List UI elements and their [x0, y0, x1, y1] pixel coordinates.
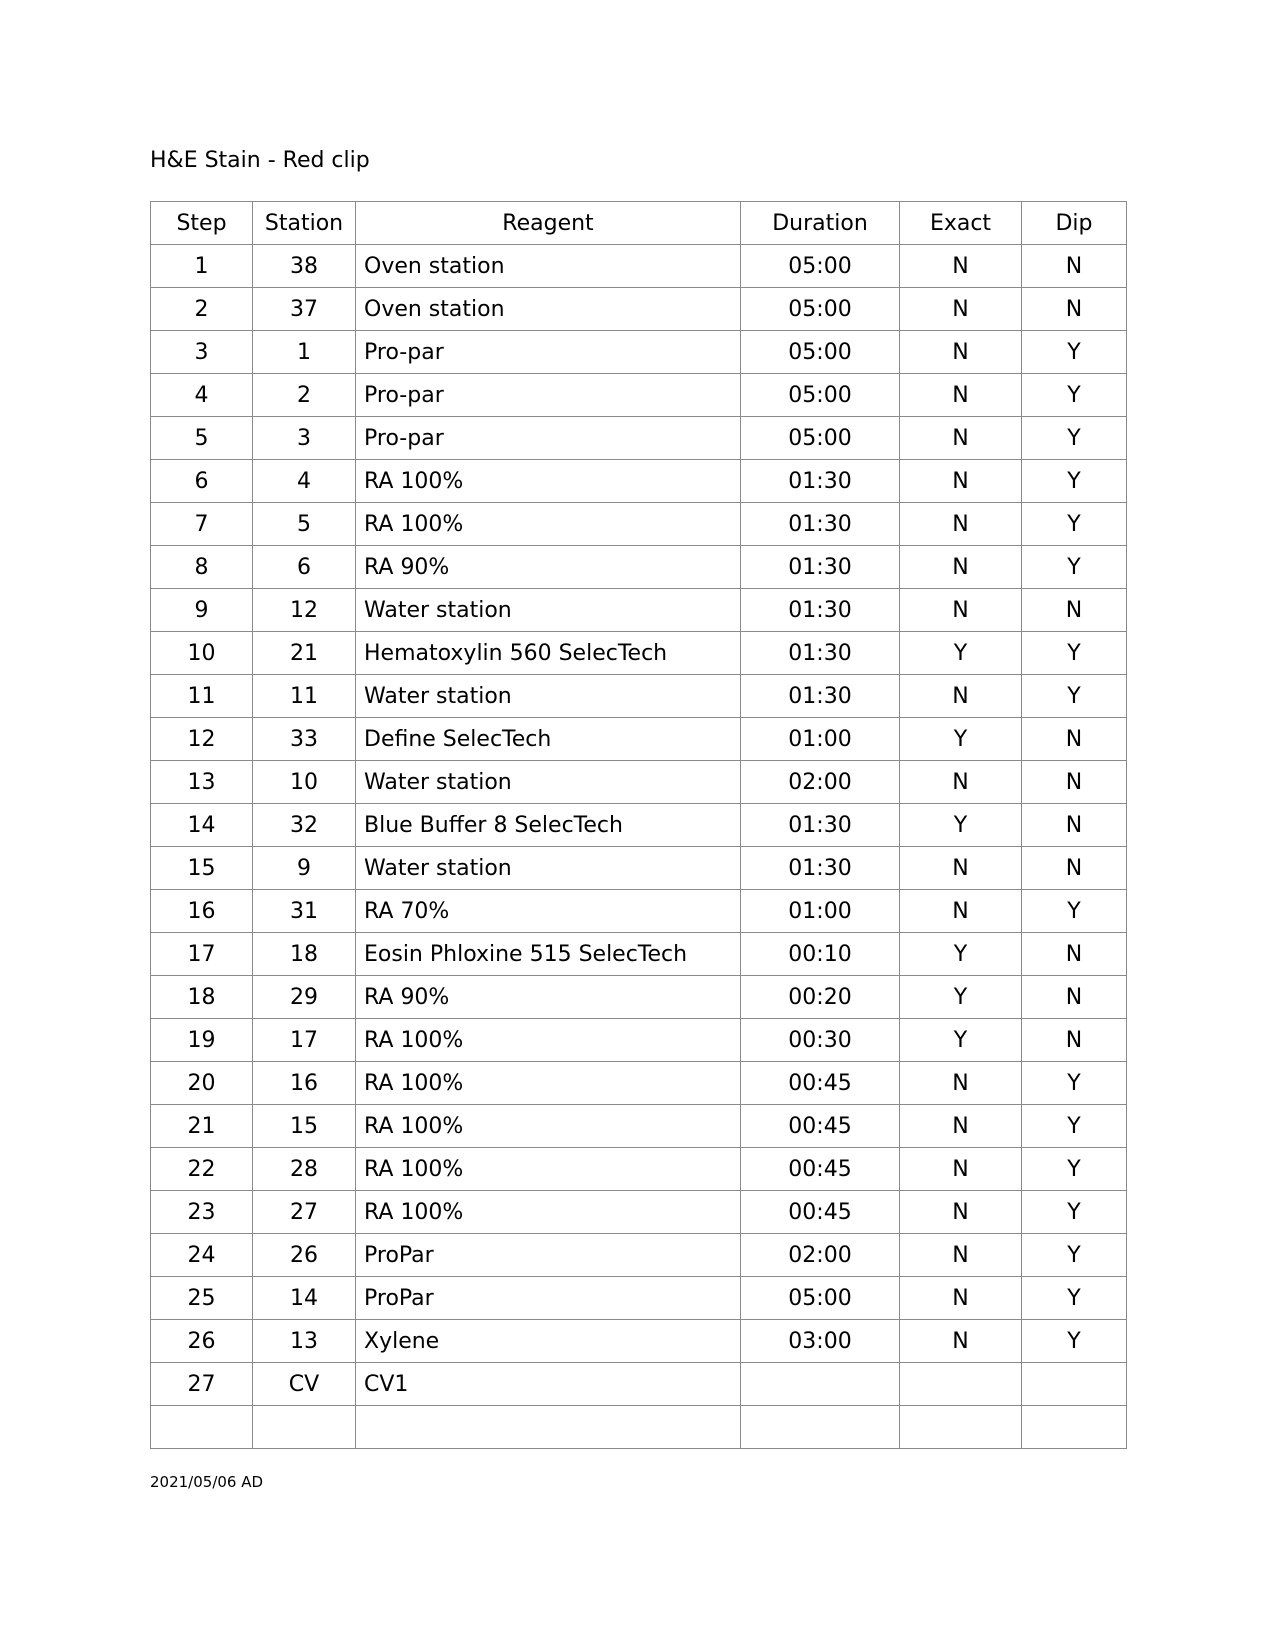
column-header-step: Step	[151, 202, 253, 245]
dip-cell: N	[1022, 976, 1127, 1019]
step-cell: 12	[151, 718, 253, 761]
exact-cell: N	[900, 589, 1022, 632]
exact-cell: Y	[900, 1019, 1022, 1062]
stain-protocol-table	[150, 201, 1127, 1449]
duration-cell: 01:00	[741, 718, 900, 761]
step-cell: 17	[151, 933, 253, 976]
reagent-cell: RA 100%	[356, 1105, 741, 1148]
station-cell: 33	[253, 718, 356, 761]
exact-cell: N	[900, 1277, 1022, 1320]
reagent-cell: Oven station	[356, 288, 741, 331]
station-cell: 11	[253, 675, 356, 718]
exact-cell: N	[900, 890, 1022, 933]
station-cell	[253, 1406, 356, 1449]
table-row	[151, 1191, 1127, 1234]
dip-cell: N	[1022, 288, 1127, 331]
duration-cell: 01:30	[741, 589, 900, 632]
station-cell: 3	[253, 417, 356, 460]
station-cell: 21	[253, 632, 356, 675]
station-cell: 6	[253, 546, 356, 589]
step-cell: 10	[151, 632, 253, 675]
station-cell: 2	[253, 374, 356, 417]
exact-cell: N	[900, 1062, 1022, 1105]
step-cell	[151, 1406, 253, 1449]
dip-cell: Y	[1022, 460, 1127, 503]
duration-cell: 00:45	[741, 1105, 900, 1148]
table-row	[151, 288, 1127, 331]
duration-cell: 05:00	[741, 288, 900, 331]
exact-cell	[900, 1363, 1022, 1406]
dip-cell: Y	[1022, 1191, 1127, 1234]
dip-cell: Y	[1022, 331, 1127, 374]
step-cell: 5	[151, 417, 253, 460]
reagent-cell: Oven station	[356, 245, 741, 288]
table-row	[151, 675, 1127, 718]
reagent-cell: Pro-par	[356, 417, 741, 460]
table-row	[151, 374, 1127, 417]
duration-cell: 03:00	[741, 1320, 900, 1363]
step-cell: 25	[151, 1277, 253, 1320]
dip-cell: Y	[1022, 1277, 1127, 1320]
exact-cell: Y	[900, 804, 1022, 847]
table-row	[151, 804, 1127, 847]
duration-cell: 05:00	[741, 331, 900, 374]
station-cell: 5	[253, 503, 356, 546]
duration-cell: 00:45	[741, 1148, 900, 1191]
step-cell: 23	[151, 1191, 253, 1234]
dip-cell: Y	[1022, 675, 1127, 718]
reagent-cell: Hematoxylin 560 SelecTech	[356, 632, 741, 675]
table-row	[151, 1277, 1127, 1320]
step-cell: 20	[151, 1062, 253, 1105]
step-cell: 16	[151, 890, 253, 933]
duration-cell: 00:45	[741, 1062, 900, 1105]
exact-cell: N	[900, 460, 1022, 503]
station-cell: 18	[253, 933, 356, 976]
duration-cell: 05:00	[741, 374, 900, 417]
step-cell: 3	[151, 331, 253, 374]
step-cell: 8	[151, 546, 253, 589]
exact-cell: N	[900, 331, 1022, 374]
step-cell: 21	[151, 1105, 253, 1148]
exact-cell: N	[900, 503, 1022, 546]
column-header-exact: Exact	[900, 202, 1022, 245]
table-row	[151, 417, 1127, 460]
reagent-cell: Define SelecTech	[356, 718, 741, 761]
dip-cell: Y	[1022, 417, 1127, 460]
duration-cell: 01:30	[741, 632, 900, 675]
table-body	[151, 245, 1127, 1449]
duration-cell: 02:00	[741, 761, 900, 804]
exact-cell: N	[900, 1105, 1022, 1148]
step-cell: 11	[151, 675, 253, 718]
duration-cell: 00:45	[741, 1191, 900, 1234]
step-cell: 18	[151, 976, 253, 1019]
reagent-cell: CV1	[356, 1363, 741, 1406]
station-cell: 31	[253, 890, 356, 933]
station-cell: 13	[253, 1320, 356, 1363]
table-row	[151, 933, 1127, 976]
step-cell: 14	[151, 804, 253, 847]
table-row	[151, 1105, 1127, 1148]
exact-cell: N	[900, 761, 1022, 804]
duration-cell	[741, 1363, 900, 1406]
station-cell: 38	[253, 245, 356, 288]
table-row	[151, 589, 1127, 632]
reagent-cell: Water station	[356, 589, 741, 632]
dip-cell: N	[1022, 761, 1127, 804]
duration-cell: 01:30	[741, 503, 900, 546]
table-row	[151, 847, 1127, 890]
table-row	[151, 1234, 1127, 1277]
column-header-reagent: Reagent	[356, 202, 741, 245]
exact-cell: N	[900, 675, 1022, 718]
dip-cell: Y	[1022, 1105, 1127, 1148]
exact-cell: N	[900, 245, 1022, 288]
table-row	[151, 1406, 1127, 1449]
reagent-cell: Xylene	[356, 1320, 741, 1363]
table-row	[151, 761, 1127, 804]
column-header-station: Station	[253, 202, 356, 245]
table-row	[151, 331, 1127, 374]
duration-cell: 01:30	[741, 847, 900, 890]
step-cell: 15	[151, 847, 253, 890]
station-cell: 1	[253, 331, 356, 374]
step-cell: 24	[151, 1234, 253, 1277]
table-row	[151, 1148, 1127, 1191]
exact-cell: N	[900, 1148, 1022, 1191]
station-cell: 37	[253, 288, 356, 331]
station-cell: 10	[253, 761, 356, 804]
station-cell: 14	[253, 1277, 356, 1320]
dip-cell: N	[1022, 847, 1127, 890]
dip-cell: N	[1022, 804, 1127, 847]
reagent-cell: Water station	[356, 761, 741, 804]
station-cell: 27	[253, 1191, 356, 1234]
table-header-row	[151, 202, 1127, 245]
exact-cell: Y	[900, 632, 1022, 675]
station-cell: 29	[253, 976, 356, 1019]
reagent-cell: ProPar	[356, 1234, 741, 1277]
step-cell: 19	[151, 1019, 253, 1062]
dip-cell: Y	[1022, 890, 1127, 933]
step-cell: 7	[151, 503, 253, 546]
dip-cell: Y	[1022, 1234, 1127, 1277]
step-cell: 9	[151, 589, 253, 632]
dip-cell: Y	[1022, 503, 1127, 546]
reagent-cell: RA 100%	[356, 460, 741, 503]
reagent-cell: ProPar	[356, 1277, 741, 1320]
reagent-cell: RA 100%	[356, 1148, 741, 1191]
step-cell: 13	[151, 761, 253, 804]
exact-cell: N	[900, 1191, 1022, 1234]
duration-cell: 00:20	[741, 976, 900, 1019]
table-row	[151, 460, 1127, 503]
duration-cell: 05:00	[741, 245, 900, 288]
reagent-cell: Eosin Phloxine 515 SelecTech	[356, 933, 741, 976]
reagent-cell: RA 100%	[356, 1062, 741, 1105]
duration-cell: 05:00	[741, 1277, 900, 1320]
reagent-cell: Pro-par	[356, 331, 741, 374]
reagent-cell	[356, 1406, 741, 1449]
reagent-cell: RA 100%	[356, 503, 741, 546]
station-cell: 12	[253, 589, 356, 632]
column-header-duration: Duration	[741, 202, 900, 245]
table-row	[151, 632, 1127, 675]
exact-cell	[900, 1406, 1022, 1449]
duration-cell: 01:30	[741, 675, 900, 718]
reagent-cell: RA 70%	[356, 890, 741, 933]
station-cell: 26	[253, 1234, 356, 1277]
step-cell: 2	[151, 288, 253, 331]
document-title: H&E Stain - Red clip	[150, 148, 370, 173]
exact-cell: N	[900, 1320, 1022, 1363]
reagent-cell: RA 100%	[356, 1191, 741, 1234]
duration-cell: 05:00	[741, 417, 900, 460]
exact-cell: N	[900, 417, 1022, 460]
duration-cell: 01:00	[741, 890, 900, 933]
step-cell: 26	[151, 1320, 253, 1363]
table-row	[151, 890, 1127, 933]
dip-cell: Y	[1022, 1148, 1127, 1191]
dip-cell: N	[1022, 933, 1127, 976]
table-row	[151, 1363, 1127, 1406]
station-cell: 9	[253, 847, 356, 890]
dip-cell: Y	[1022, 546, 1127, 589]
duration-cell: 01:30	[741, 804, 900, 847]
duration-cell: 01:30	[741, 460, 900, 503]
dip-cell: N	[1022, 718, 1127, 761]
reagent-cell: RA 90%	[356, 976, 741, 1019]
table-row	[151, 1062, 1127, 1105]
duration-cell: 01:30	[741, 546, 900, 589]
footer-date-note: 2021/05/06 AD	[150, 1473, 264, 1491]
station-cell: 4	[253, 460, 356, 503]
station-cell: CV	[253, 1363, 356, 1406]
dip-cell: Y	[1022, 1062, 1127, 1105]
step-cell: 27	[151, 1363, 253, 1406]
dip-cell	[1022, 1363, 1127, 1406]
reagent-cell: RA 90%	[356, 546, 741, 589]
table-row	[151, 718, 1127, 761]
dip-cell: Y	[1022, 632, 1127, 675]
reagent-cell: Water station	[356, 847, 741, 890]
exact-cell: N	[900, 847, 1022, 890]
exact-cell: N	[900, 1234, 1022, 1277]
duration-cell: 02:00	[741, 1234, 900, 1277]
dip-cell: Y	[1022, 374, 1127, 417]
reagent-cell: Blue Buffer 8 SelecTech	[356, 804, 741, 847]
dip-cell: N	[1022, 589, 1127, 632]
table-row	[151, 503, 1127, 546]
table-row	[151, 546, 1127, 589]
table-row	[151, 245, 1127, 288]
duration-cell: 00:30	[741, 1019, 900, 1062]
step-cell: 1	[151, 245, 253, 288]
column-header-dip: Dip	[1022, 202, 1127, 245]
exact-cell: N	[900, 288, 1022, 331]
table-row	[151, 976, 1127, 1019]
duration-cell: 00:10	[741, 933, 900, 976]
reagent-cell: Water station	[356, 675, 741, 718]
reagent-cell: Pro-par	[356, 374, 741, 417]
table-row	[151, 1019, 1127, 1062]
step-cell: 22	[151, 1148, 253, 1191]
exact-cell: N	[900, 374, 1022, 417]
dip-cell: Y	[1022, 1320, 1127, 1363]
station-cell: 17	[253, 1019, 356, 1062]
station-cell: 28	[253, 1148, 356, 1191]
dip-cell: N	[1022, 1019, 1127, 1062]
exact-cell: Y	[900, 718, 1022, 761]
table-row	[151, 1320, 1127, 1363]
station-cell: 32	[253, 804, 356, 847]
exact-cell: N	[900, 546, 1022, 589]
exact-cell: Y	[900, 976, 1022, 1019]
dip-cell	[1022, 1406, 1127, 1449]
reagent-cell: RA 100%	[356, 1019, 741, 1062]
dip-cell: N	[1022, 245, 1127, 288]
station-cell: 15	[253, 1105, 356, 1148]
duration-cell	[741, 1406, 900, 1449]
step-cell: 4	[151, 374, 253, 417]
step-cell: 6	[151, 460, 253, 503]
station-cell: 16	[253, 1062, 356, 1105]
exact-cell: Y	[900, 933, 1022, 976]
